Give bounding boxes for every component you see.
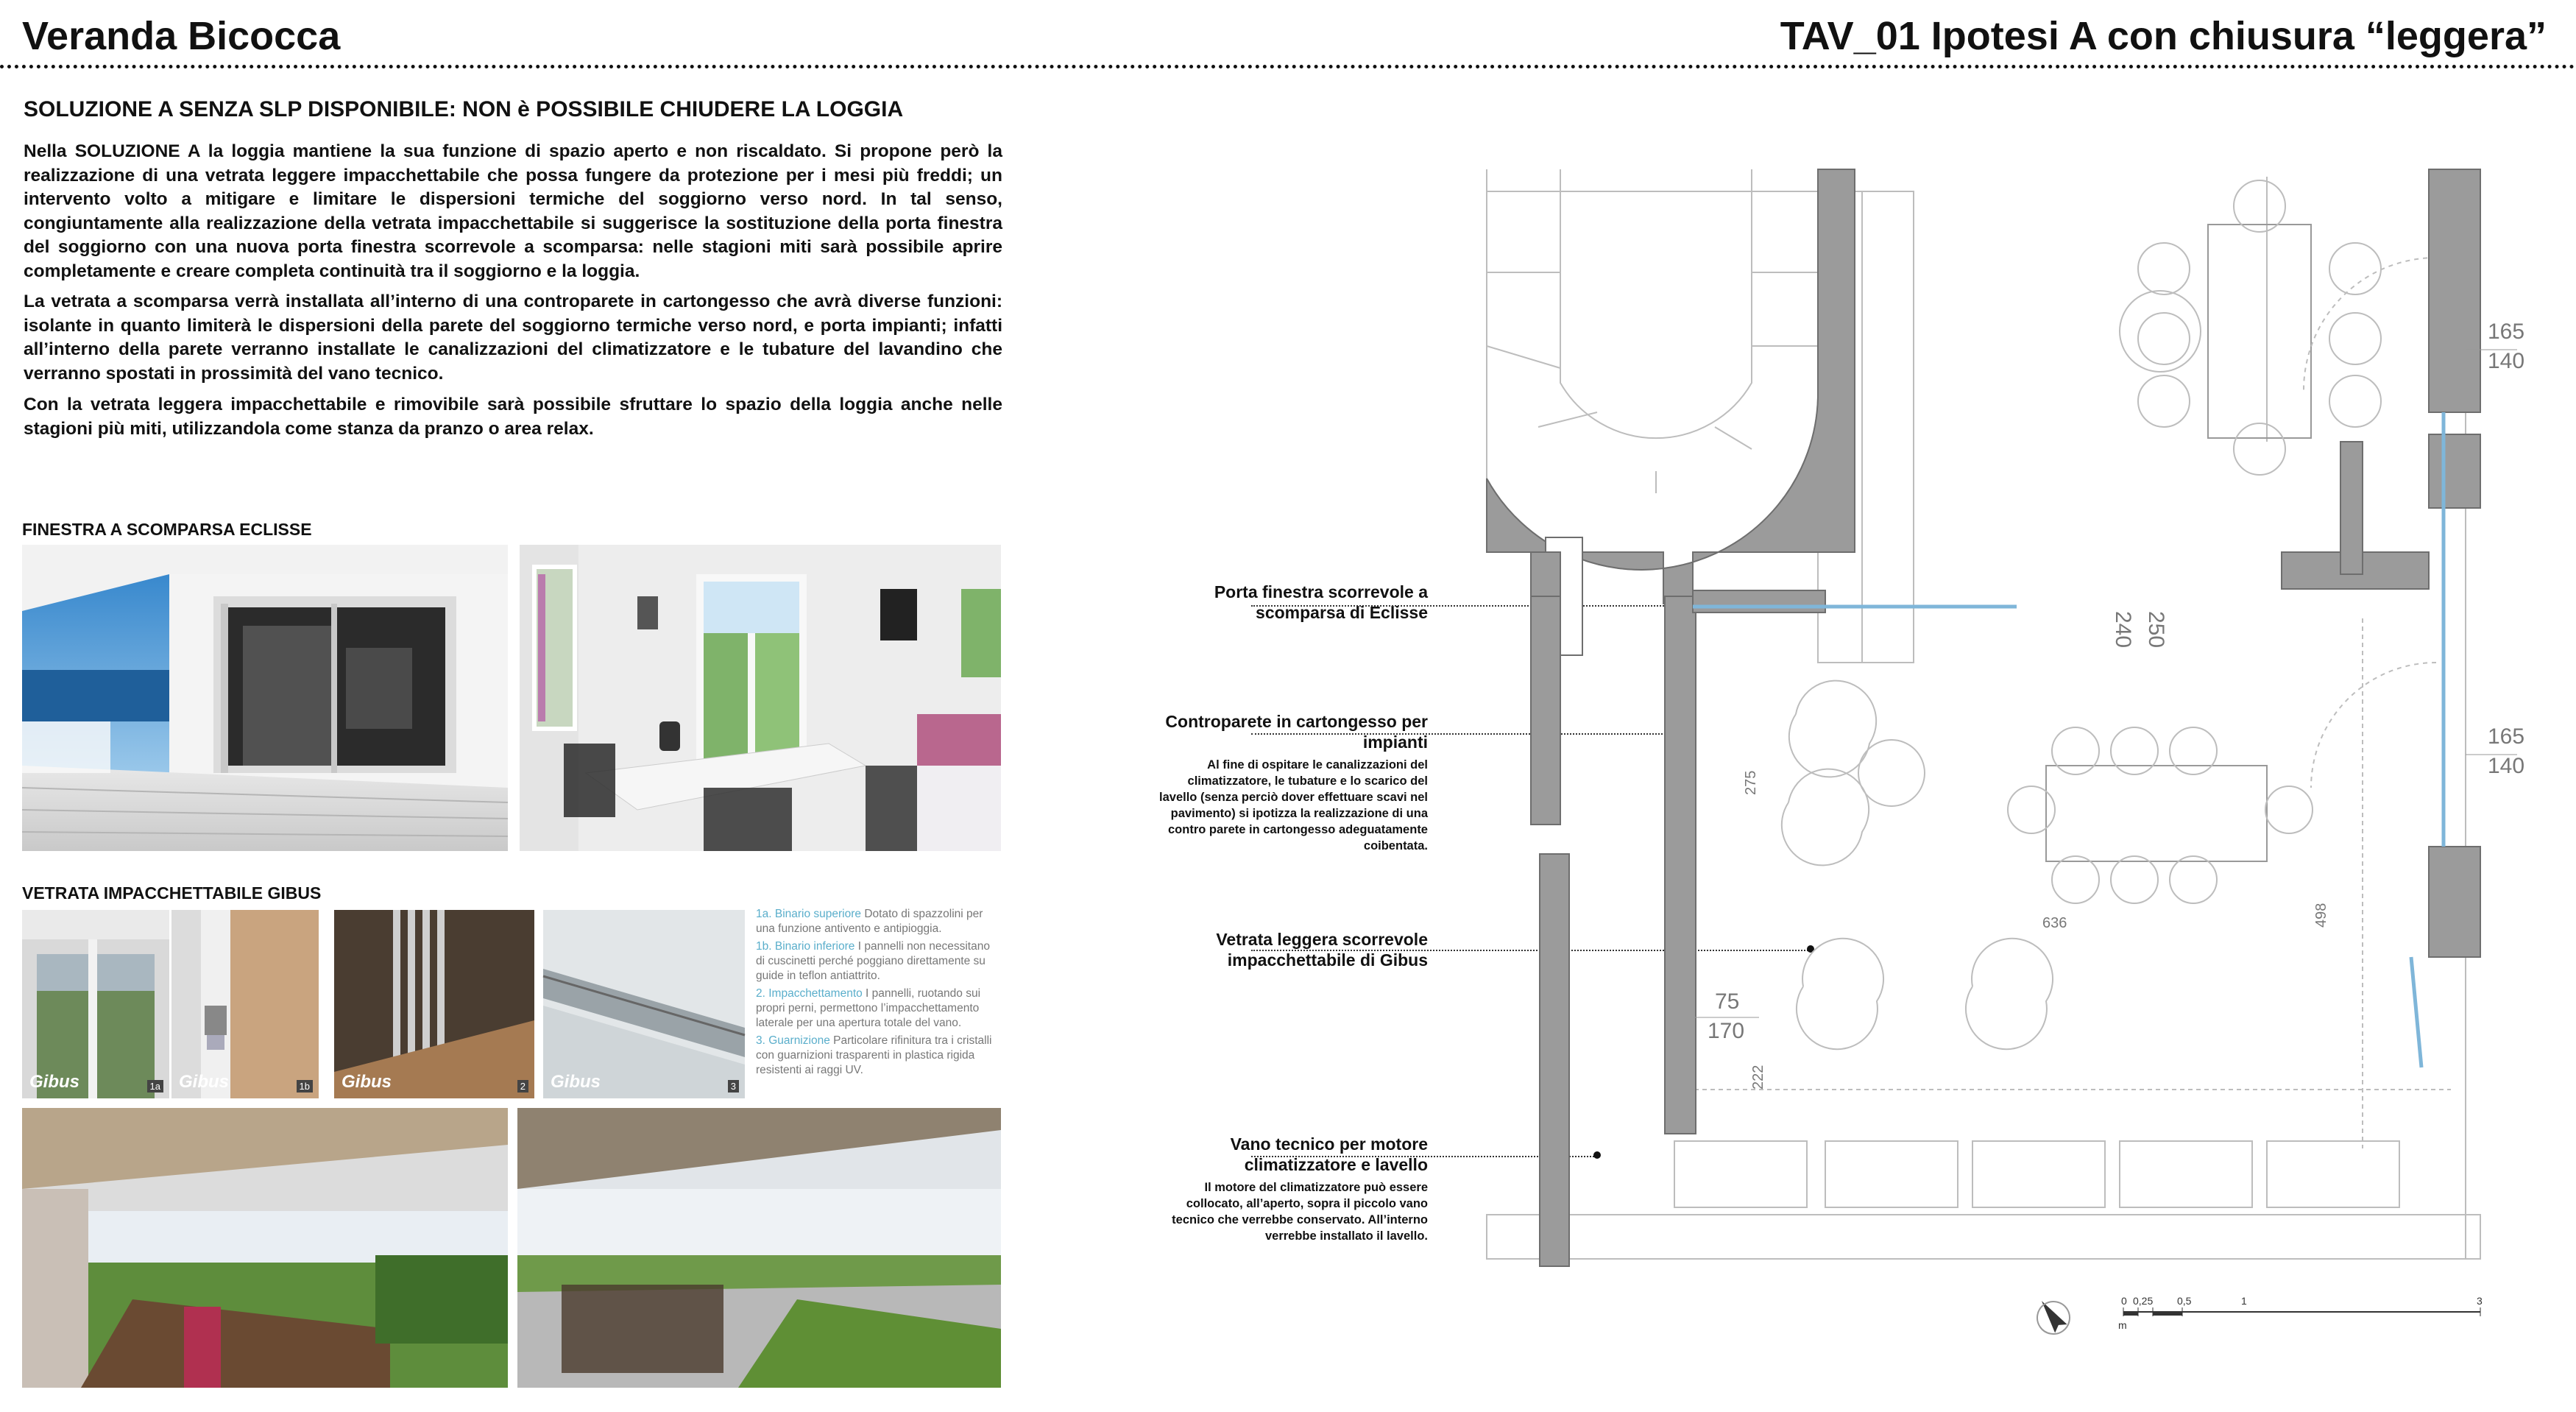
solution-paragraph-1: Nella SOLUZIONE A la loggia mantiene la sua funzione di spazio aperto e non riscaldato. Si propone però la realizzazione di una vetrata leggere impacchettabile che possa fungere da protezione per i mesi più freddi; un intervento volto a mitigare e limitare le dispersioni termiche del soggiorno verso nord. In tal senso, congiuntamente alla realizzazione della vetrata impacchettabile si suggerisce la sostituzione della porta finestra del soggiorno con una nuova porta finestra scorrevole a scomparsa: nelle stagioni miti sarà possibile aprire completamente e creare completa continuità tra il soggiorno e la loggia. — [24, 141, 1002, 281]
north-arrow-icon — [2028, 1291, 2076, 1340]
dim-498: 498 — [2313, 903, 2329, 928]
eclisse-heading: FINESTRA A SCOMPARSA ECLISSE — [22, 520, 312, 539]
caption-key: 2. Impacchettamento — [756, 987, 863, 1000]
annotation-vano-note: Il motore del climatizzatore può essere collocato, all’aperto, sopra il piccolo vano tecnico che verrebbe conservato. All’interno verrebbe installato il lavello. — [1172, 1181, 1428, 1243]
caption-item — [756, 907, 995, 936]
gibus-photo-3 — [543, 910, 745, 1098]
scale-tick-label: 0,5 — [2177, 1295, 2192, 1307]
dim-w1-bottom: 140 — [2488, 349, 2525, 373]
gibus-caption — [756, 907, 995, 1081]
gibus-logo: Gibus — [342, 1072, 392, 1092]
caption-item — [756, 1034, 995, 1078]
gibus-logo: Gibus — [551, 1072, 601, 1092]
caption-text: I pannelli non necessitano di cuscinetti perché poggiano direttamente su guide in teflon antiattrito. — [756, 940, 990, 982]
sheet-title: TAV_01 Ipotesi A con chiusura “leggera” — [1780, 14, 2547, 58]
gibus-logo: Gibus — [29, 1072, 80, 1092]
scale-tick-label: 0 — [2121, 1295, 2127, 1307]
plan-walls — [1487, 169, 2480, 1266]
dim-170: 170 — [1708, 1019, 1745, 1043]
dim-222: 222 — [1750, 1065, 1766, 1090]
eclisse-photo-exterior — [22, 545, 508, 851]
caption-key: 1b. Binario inferiore — [756, 940, 855, 953]
gibus-photo-2 — [334, 910, 534, 1098]
gibus-photo-1b — [171, 910, 319, 1098]
caption-text: Dotato di spazzolini per una funzione antivento e antipioggia. — [756, 908, 983, 935]
scale-tick-label: 0,25 — [2133, 1295, 2154, 1307]
photo-badge: 3 — [728, 1080, 739, 1092]
scale-unit: m — [2118, 1319, 2127, 1331]
header-divider — [0, 65, 2576, 68]
scale-bar — [2118, 1295, 2483, 1331]
gibus-veranda-photo-1 — [22, 1108, 508, 1388]
solution-paragraph-2: La vetrata a scomparsa verrà installata all’interno di una controparete in cartongesso che avrà diverse funzioni: isolante in quanto limiterà le dispersioni della parete del soggiorno termiche verso nord, e porta impianti; infatti all’interno della parete verranno installate le canalizzazioni del climatizzatore e le tubature del lavandino che verranno spostati in prossimità del vano tecnico. — [24, 292, 1002, 384]
annotation-eclisse-title: Porta finestra scorrevole a scomparsa di Eclisse — [1214, 582, 1428, 622]
dim-w2-bottom: 140 — [2488, 754, 2525, 778]
dim-275: 275 — [1743, 770, 1759, 795]
annotation-controparete-title: Controparete in cartongesso per impianti — [1165, 712, 1428, 752]
annotation-controparete-note: Al fine di ospitare le canalizzazioni del climatizzatore, le tubature e lo scarico del lavello (senza perciò dover effettuare scavi nel pavimento) si ipotizza la realizzazione di una contro parete in cartongesso adeguatamente coibentata. — [1159, 758, 1428, 853]
photo-badge: 1b — [297, 1080, 313, 1092]
scale-tick-label: 1 — [2241, 1295, 2247, 1307]
dim-636: 636 — [2042, 915, 2067, 931]
caption-item — [756, 986, 995, 1031]
eclisse-photo-interior — [520, 545, 1001, 851]
photo-badge: 1a — [147, 1080, 163, 1092]
caption-item — [756, 939, 995, 984]
photo-badge: 2 — [517, 1080, 528, 1092]
caption-text: Particolare rifinitura tra i cristalli con guarnizioni trasparenti in plastica rigida resistenti ai raggi UV. — [756, 1034, 992, 1076]
caption-key: 3. Guarnizione — [756, 1034, 830, 1047]
caption-text: I pannelli, ruotando sui propri perni, permettono l’impacchettamento laterale per una apertura totale del vano. — [756, 987, 981, 1029]
project-title: Veranda Bicocca — [22, 14, 341, 58]
dim-75: 75 — [1715, 989, 1740, 1014]
floor-plan — [1472, 162, 2525, 1331]
gibus-veranda-photo-2 — [517, 1108, 1001, 1388]
dim-w2-top: 165 — [2488, 724, 2525, 749]
dim-w1-top: 165 — [2488, 320, 2525, 344]
dim-opening-b: 240 — [2111, 611, 2135, 649]
gibus-heading: VETRATA IMPACCHETTABILE GIBUS — [22, 883, 322, 903]
annotation-gibus-title: Vetrata leggera scorrevole impacchettabile di Gibus — [1216, 930, 1428, 970]
solution-heading: SOLUZIONE A SENZA SLP DISPONIBILE: NON è POSSIBILE CHIUDERE LA LOGGIA — [24, 97, 904, 121]
solution-paragraph-3: Con la vetrata leggera impacchettabile e rimovibile sarà possibile sfruttare lo spazio della loggia anche nelle stagioni più miti, utilizzandola come stanza da pranzo o area relax. — [24, 395, 1002, 439]
plan-linework — [1487, 169, 2480, 1259]
gibus-logo: Gibus — [179, 1072, 230, 1092]
scale-tick-label: 3 — [2477, 1295, 2483, 1307]
annotation-vano-title: Vano tecnico per motore climatizzatore e lavello — [1230, 1134, 1428, 1174]
gibus-photo-1a — [22, 910, 169, 1098]
caption-key: 1a. Binario superiore — [756, 908, 862, 920]
dim-opening-a: 250 — [2144, 611, 2168, 649]
